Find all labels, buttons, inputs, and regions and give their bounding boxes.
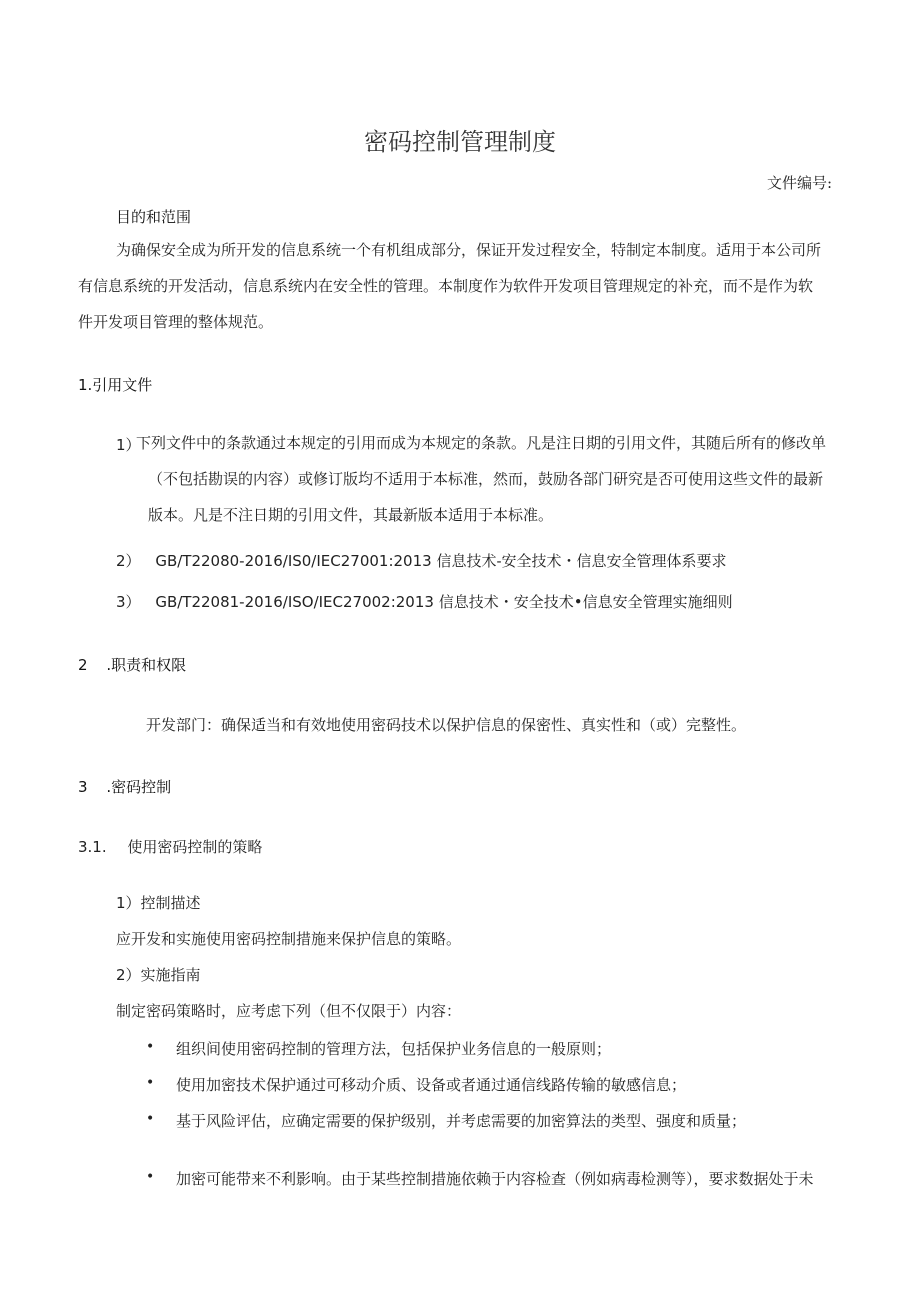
ref-item2 [116, 550, 727, 571]
ref-item3-text: 信息技术・安全技术•信息安全管理实施细则 [438, 593, 733, 611]
purpose-line-2: 有信息系统的开发活动，信息系统内在安全性的管理。本制度作为软件开发项目管理规定的补充，而不是作为软 [78, 277, 814, 295]
bullet-item-3: 基于风险评估，应确定需要的保护级别，并考虑需要的加密算法的类型、强度和质量； [176, 1112, 747, 1130]
purpose-heading: 目的和范围 [116, 208, 192, 226]
ref-item1-label: 1） [116, 436, 141, 454]
bullet-item-1: 组织间使用密码控制的管理方法，包括保护业务信息的一般原则； [176, 1040, 612, 1058]
subsection-3-1-num: 3.1. [78, 838, 107, 856]
ref-item1-line-2: （不包括勘误的内容）或修订版均不适用于本标准，然而，鼓励各部门研究是否可使用这些文件的最新 [148, 470, 824, 488]
implementation-guide-label: 2） [116, 966, 141, 984]
implementation-guide-heading [116, 964, 201, 985]
section1-heading: 1.引用文件 [78, 376, 153, 394]
purpose-line-1: 为确保安全成为所开发的信息系统一个有机组成部分，保证开发过程安全，特制定本制度。适用于本公司所 [116, 241, 822, 259]
section2-heading [78, 654, 186, 675]
subsection-3-1 [78, 836, 262, 857]
document-title: 密码控制管理制度 [364, 128, 556, 156]
ref-item2-text: 信息技术-安全技术・信息安全管理体系要求 [436, 552, 727, 570]
ref-item3-code: GB/T22081-2016/ISO/IEC27002:2013 [155, 593, 434, 611]
section2-text: 开发部门：确保适当和有效地使用密码技术以保护信息的保密性、真实性和（或）完整性。 [146, 716, 747, 734]
bullet-item-4: 加密可能带来不利影响。由于某些控制措施依赖于内容检查（例如病毒检测等），要求数据处于未 [176, 1170, 814, 1188]
bullet-marker: • [146, 1111, 155, 1127]
ref-item3 [116, 591, 733, 612]
implementation-guide-title: 实施指南 [140, 966, 201, 984]
purpose-line-3: 件开发项目管理的整体规范。 [78, 313, 274, 331]
ref-item2-code: GB/T22080-2016/IS0/IEC27001:2013 [155, 552, 432, 570]
ref-item1-line-3: 版本。凡是不注日期的引用文件，其最新版本适用于本标准。 [148, 506, 554, 524]
control-description-label: 1） [116, 894, 141, 912]
control-description-heading [116, 892, 201, 913]
ref-item1-text [136, 425, 856, 533]
document-number-label: 文件编号: [766, 174, 832, 192]
section3-heading-text: .密码控制 [106, 778, 172, 796]
bullet-item-2: 使用加密技术保护通过可移动介质、设备或者通过通信线路传输的敏感信息； [176, 1076, 687, 1094]
implementation-guide-intro: 制定密码策略时，应考虑下列（但不仅限于）内容： [116, 1002, 462, 1020]
control-description-text: 应开发和实施使用密码控制措施来保护信息的策略。 [116, 930, 462, 948]
purpose-paragraph [78, 232, 858, 340]
section2-heading-text: .职责和权限 [106, 656, 187, 674]
ref-item1-line-1: 下列文件中的条款通过本规定的引用而成为本规定的条款。凡是注日期的引用文件，其随后所有的修改单 [136, 434, 827, 452]
ref-item2-label: 2） [116, 552, 141, 570]
control-description-title: 控制描述 [140, 894, 201, 912]
ref-item3-label: 3） [116, 593, 141, 611]
section2-heading-num: 2 [78, 656, 88, 674]
bullet-marker: • [146, 1169, 155, 1185]
section3-heading [78, 776, 171, 797]
bullet-marker: • [146, 1075, 155, 1091]
subsection-3-1-title: 使用密码控制的策略 [127, 838, 263, 856]
bullet-marker: • [146, 1039, 155, 1055]
section3-heading-num: 3 [78, 778, 88, 796]
